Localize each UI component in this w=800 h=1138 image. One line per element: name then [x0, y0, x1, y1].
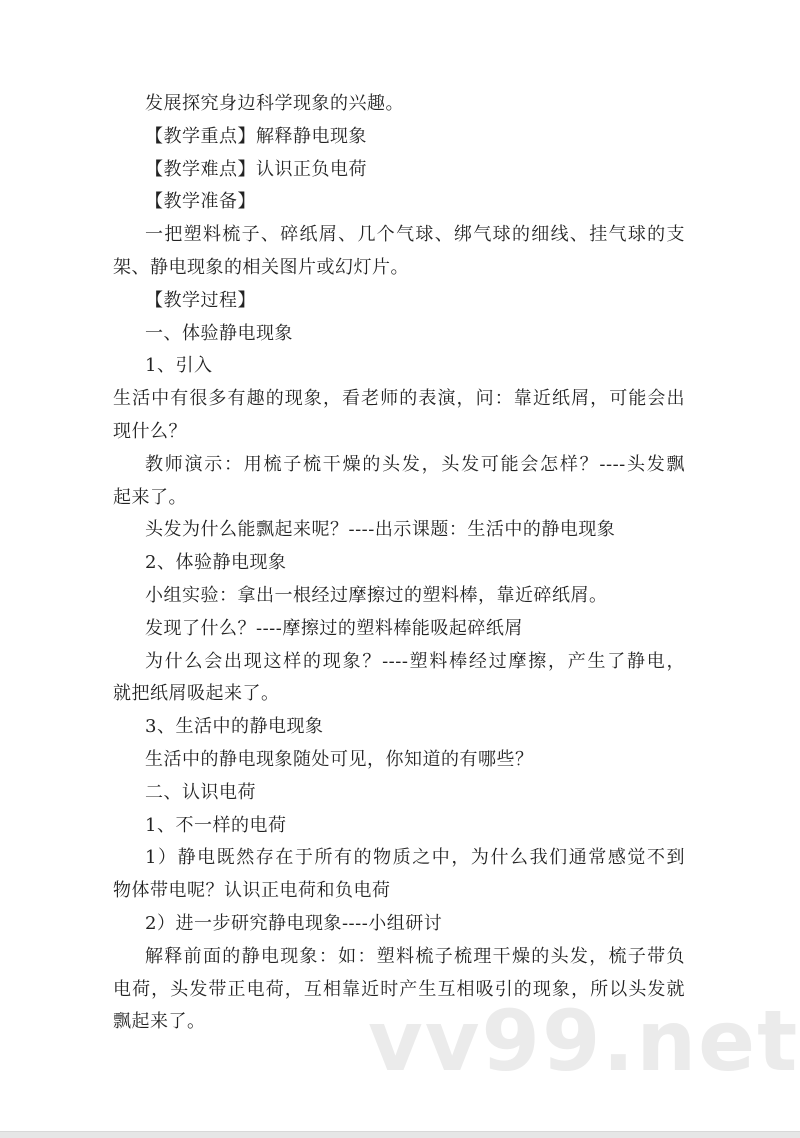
text-line: 2）进一步研究静电现象----小组研讨: [145, 912, 443, 934]
text-line: 【教学重点】解释静电现象: [145, 125, 367, 147]
text-line: 解释前面的静电现象：如：塑料梳子梳理干燥的头发，梳子带负: [145, 945, 685, 967]
text-line: 电荷，头发带正电荷，互相靠近时产生互相吸引的现象，所以头发就: [113, 978, 685, 1000]
text-line: 生活中的静电现象随处可见，你知道的有哪些？: [145, 748, 534, 770]
watermark: vv99.net: [368, 992, 800, 1090]
text-line: 【教学准备】: [145, 191, 256, 213]
text-line: 1、不一样的电荷: [145, 814, 287, 836]
document-body: [113, 88, 685, 1039]
text-line: 教师演示：用梳子梳干燥的头发，头发可能会怎样？----头发飘: [145, 453, 685, 475]
text-line: 生活中有很多有趣的现象，看老师的表演，问：靠近纸屑，可能会出: [113, 388, 685, 410]
text-line: 【教学难点】认识正负电荷: [145, 158, 367, 180]
text-line: 起来了。: [113, 486, 187, 508]
text-line: 发展探究身边科学现象的兴趣。: [145, 93, 404, 114]
text-line: 飘起来了。: [113, 1011, 206, 1033]
text-line: 二、认识电荷: [145, 781, 256, 803]
text-line: 2、体验静电现象: [145, 552, 287, 574]
text-line: 小组实验：拿出一根经过摩擦过的塑料棒，靠近碎纸屑。: [145, 584, 608, 606]
text-line: 一把塑料梳子、碎纸屑、几个气球、绑气球的细线、挂气球的支: [145, 224, 685, 246]
text-line: 架、静电现象的相关图片或幻灯片。: [113, 256, 409, 278]
text-line: 物体带电呢？认识正电荷和负电荷: [113, 880, 391, 902]
text-line: 发现了什么？----摩擦过的塑料棒能吸起碎纸屑: [145, 617, 523, 639]
text-line: 为什么会出现这样的现象？----塑料棒经过摩擦，产生了静电，: [145, 650, 685, 672]
text-line: 头发为什么能飘起来呢？----出示课题：生活中的静电现象: [145, 519, 616, 541]
text-line: 1）静电既然存在于所有的物质之中，为什么我们通常感觉不到: [145, 847, 685, 869]
text-line: 就把纸屑吸起来了。: [113, 683, 280, 705]
text-line: 1、引入: [145, 355, 213, 377]
text-line: 3、生活中的静电现象: [145, 716, 324, 738]
text-line: 一、体验静电现象: [145, 322, 293, 344]
text-line: 【教学过程】: [145, 289, 256, 311]
text-line: 现什么？: [113, 420, 187, 442]
